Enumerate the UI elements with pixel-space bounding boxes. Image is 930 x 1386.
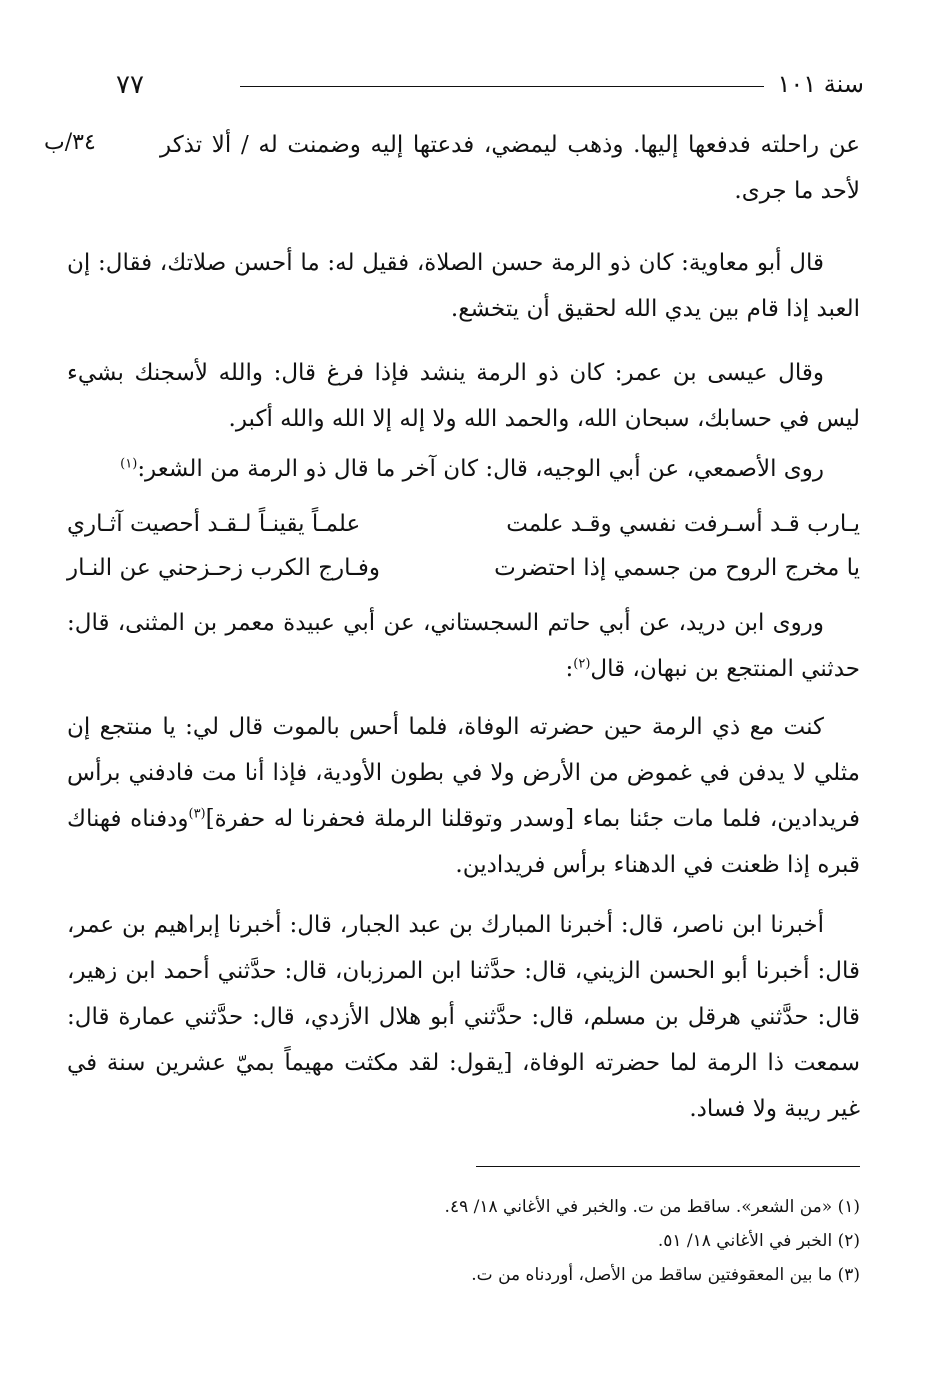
footnote-separator bbox=[476, 1166, 860, 1167]
paragraph-ibn-durayd bbox=[67, 600, 860, 692]
footnote-2: (٢) الخبر في الأغاني ١٨/ ٥١. bbox=[657, 1231, 860, 1251]
page-number: ٧٧ bbox=[116, 70, 144, 100]
paragraph-isa-bin-umar: وقال عيسى بن عمر: كان ذو الرمة ينشد فإذا فرغ قال: والله لأسجنك بشيء ليس في حسابك، سبحان الله، والحمد الله ولا إله إلا الله والله أكبر. bbox=[67, 360, 860, 432]
paragraph-isnad: أخبرنا ابن ناصر، قال: أخبرنا المبارك بن عبد الجبار، قال: أخبرنا إبراهيم بن عمر، قال: أخبرنا أبو الحسن الزيني، قال: حدَّثنا ابن المرزبان، قال: حدَّثني أحمد ابن زهير، قال: حدَّثني هرقل بن مسلم، قال: حدَّثني أبو هلال الأزدي، قال: حدَّثني عمارة قال: سمعت ذا الرمة لما حضرته الوفاة، [يقول: لقد مكثت مهيماً بميّ عشرين سنة في غير ريبة ولا فساد. bbox=[67, 912, 860, 1122]
paragraph-ibn-durayd-colon: : bbox=[565, 656, 574, 682]
footnote-ref-3: (٣) bbox=[188, 806, 206, 822]
footnote-1: (١) «من الشعر». ساقط من ت. والخبر في الأغاني ١٨/ ٤٩. bbox=[444, 1197, 860, 1217]
verse-hemistich: علمـاً يقينـاً لـقـد أحصيت آثـاري bbox=[67, 511, 361, 537]
footnote-3: (٣) ما بين المعقوفتين ساقط من الأصل، أوردناه من ت. bbox=[471, 1265, 860, 1285]
verse-hemistich: يـارب قـد أسـرفت نفسي وقـد علمت bbox=[506, 511, 860, 537]
paragraph-muntaja-text-b: ودفناه فهناك قبره إذا ظعنت في الدهناء برأس فريدادين. bbox=[67, 806, 860, 878]
manuscript-folio-note: ٣٤/ب bbox=[44, 130, 96, 155]
paragraph-muntaja-account bbox=[67, 704, 860, 888]
verse-line bbox=[67, 502, 860, 546]
paragraph-muntaja-text-a: كنت مع ذي الرمة حين حضرته الوفاة، فلما أحس بالموت قال لي: يا منتجع إن مثلي لا يدفن في غموض من الأرض ولا في بطون الأودية، فإذا أنا مت فادفني برأس فريدادين، فلما مات جئنا بماء [وسدر وتوقلنا الرملة فحفرنا له حفرة] bbox=[67, 714, 860, 832]
paragraph-ibn-durayd-text: وروى ابن دريد، عن أبي حاتم السجستاني، عن أبي عبيدة معمر بن المثنى، قال: حدثني المنتجع بن نبهان، قال bbox=[67, 610, 860, 682]
paragraph-asmai bbox=[67, 446, 860, 492]
footnotes bbox=[67, 1190, 860, 1292]
paragraph-abu-muawiya: قال أبو معاوية: كان ذو الرمة حسن الصلاة، فقيل له: ما أحسن صلاتك، فقال: إن العبد إذا قام بين يدي الله لحقيق أن يتخشع. bbox=[67, 250, 860, 322]
paragraph-asmai-text: روى الأصمعي، عن أبي الوجيه، قال: كان آخر ما قال ذو الرمة من الشعر: bbox=[137, 456, 824, 482]
footnote-ref-1: (١) bbox=[120, 456, 138, 472]
verse-hemistich: وفـارج الكرب زحـزحني عن النـار bbox=[67, 555, 380, 581]
running-title: سنة ١٠١ bbox=[777, 70, 864, 98]
verse-hemistich: يا مخرج الروح من جسمي إذا احتضرت bbox=[494, 555, 860, 581]
footnote-ref-2: (٢) bbox=[573, 656, 591, 672]
running-head bbox=[92, 66, 864, 102]
poem-verses bbox=[67, 502, 860, 590]
header-rule bbox=[240, 86, 764, 87]
paragraph-continuation: عن راحلته فدفعها إليها. وذهب ليمضي، فدعتها إليه وضمنت له / ألا تذكر لأحد ما جرى. bbox=[160, 132, 860, 204]
verse-line bbox=[67, 546, 860, 590]
